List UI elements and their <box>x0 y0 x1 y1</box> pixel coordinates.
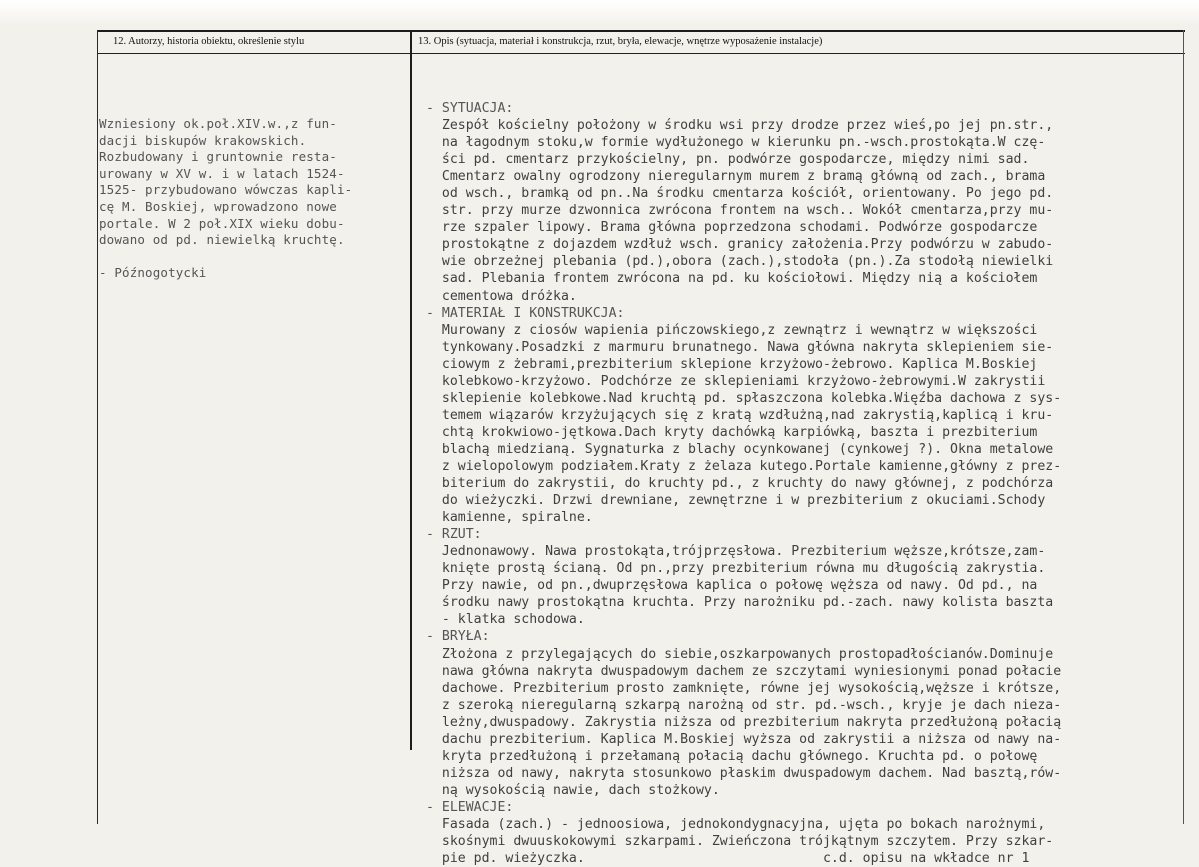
description-line: kolebkowo-krzyżowo. Podchórze ze sklepieniami krzyżowo-żebrowymi.W zakrystii <box>426 373 1046 389</box>
description-line: od wsch., bramką od pn..Na środku cmentarza kościół, orientowany. Po jego pd. <box>426 186 1054 202</box>
history-line: portale. W 2 poł.XIX wieku dobu- <box>99 215 345 231</box>
description-line: dachu prezbiterium. Kaplica M.Boskiej wyższa od zakrystii a niższa od nawy na- <box>426 731 1062 747</box>
description-line: Murowany z ciosów wapienia pińczowskiego,z zewnątrz i wewnątrz w większości <box>426 322 1038 338</box>
header-bottom-rule <box>97 53 1185 54</box>
description-line: prostokątne z dojazdem wzdłuż wsch. granicy założenia.Przy podwórzu w zabudo- <box>426 237 1054 253</box>
description-line: kamienne, spiralne. <box>426 510 593 526</box>
description-line: na łagodnym stoku,w formie wydłużonego w kierunku pn.-wsch.prostokąta.W czę- <box>426 135 1046 151</box>
description-line: środku nawy prostokątna kruchta. Przy narożniku pd.-zach. nawy kolista baszta <box>426 595 1054 611</box>
frame-top-rule <box>97 30 1185 32</box>
description-line: z szeroką nieregularną szkarpą narożną od str. pd.-wsch., kryje je dach nieza- <box>426 697 1062 713</box>
history-line: dacji biskupów krakowskich. <box>99 132 307 148</box>
history-column <box>99 116 409 282</box>
description-line: sklepienie kolebkowe.Nad kruchtą pd. spłaszczona kolebka.Więźba dachowa z sys- <box>426 390 1062 406</box>
description-line: Jednonawowy. Nawa prostokąta,trójprzęsłowa. Prezbiterium węższe,krótsze,zam- <box>426 544 1046 560</box>
description-line: Cmentarz owalny ogrodzony nieregularnym murem z bramą główną od zach., brama <box>426 169 1046 185</box>
section-heading: - ELEWACJE: <box>426 799 514 815</box>
history-line: Wzniesiony ok.poł.XIV.w.,z fun- <box>99 116 337 131</box>
description-line: dachowe. Prezbiterium prosto zamknięte, równe jej wysokością,węższe i krótsze, <box>426 680 1062 696</box>
description-line: biterium do zakrystii, do kruchty pd., z kruchty do nawy głównej, z podchórza <box>426 476 1054 492</box>
history-gap <box>99 249 409 266</box>
description-line: Przy nawie, od pn.,dwuprzęsłowa kaplica o połowę węższa od nawy. Od pd., na <box>426 578 1038 594</box>
description-line: cementowa dróżka. <box>426 288 577 304</box>
frame-left-rule <box>97 30 98 824</box>
description-column <box>426 100 1184 867</box>
description-line: str. przy murze dzwonnica zwrócona frontem na wsch.. Wokół cmentarza,przy mu- <box>426 203 1054 219</box>
description-line: ści pd. cmentarz przykościelny, pn. podwórze gospodarcze, między nimi sad. <box>426 152 1030 168</box>
description-line: do wieżyczki. Drzwi drewniane, zewnętrzne i w prezbiterium z okuciami.Schody <box>426 493 1046 509</box>
description-line: wie obrzeżnej plebania (pd.),obora (zach.),stodoła (pn.).Za stodołą niewielki <box>426 254 1054 270</box>
description-line: rze szpaler lipowy. Brama główna poprzedzona schodami. Podwórze gospodarcze <box>426 220 1038 236</box>
description-line: niższa od nawy, nakryta stosunkowo płaskim dwuspadowym dachem. Nad basztą,rów- <box>426 765 1062 781</box>
history-line: 1525- przybudowano wówczas kapli- <box>99 182 353 198</box>
description-line: leżny,dwuspadowy. Zakrystia niższa od prezbiterium nakryta przedłużoną połacią <box>426 714 1062 730</box>
description-line: chtą krokwiowo-jętkowa.Dach kryty dachówką karpiówką, baszta i prezbiterium <box>426 424 1038 440</box>
description-line: blachą miedzianą. Sygnaturka z blachy ocynkowanej (cynkowej ?). Okna metalowe <box>426 441 1054 457</box>
description-line: skośnymi dwuuskokowymi szkarpami. Zwieńczona trójkątnym szczytem. Przy szkar- <box>426 834 1054 850</box>
description-line: temem wiązarów krzyżujących się z kratą wzdłużną,nad zakrystią,kaplicą i kru- <box>426 407 1054 423</box>
column-12-header: 12. Autorzy, historia obiektu, określenie stylu <box>113 36 305 47</box>
column-divider <box>410 30 412 750</box>
section-heading: - BRYŁA: <box>426 629 490 645</box>
description-line: ną wysokością nawie, dach stożkowy. <box>426 782 720 798</box>
description-line: ciowym z żebrami,prezbiterium sklepione krzyżowo-żebrowo. Kaplica M.Boskiej <box>426 356 1038 372</box>
section-heading: - SYTUACJA: <box>426 101 514 116</box>
style-classification: - Późnogotycki <box>99 265 207 281</box>
history-line: urowany w XV w. i w latach 1524- <box>99 165 345 181</box>
section-heading: - RZUT: <box>426 527 482 543</box>
section-heading: - MATERIAŁ I KONSTRUKCJA: <box>426 305 625 321</box>
description-line: z wielopolowym podziałem.Kraty z żelaza kutego.Portale kamienne,główny z prez- <box>426 458 1062 474</box>
sheet-top-edge <box>0 0 1199 24</box>
description-line: kryta przedłużoną i przełamaną połacią dachu głównego. Kruchta pd. o połowę <box>426 748 1038 764</box>
column-13-header: 13. Opis (sytuacja, materiał i konstrukcja, rzut, bryła, elewacje, wnętrze wyposażenie instalacje) <box>418 36 823 47</box>
history-line: cę M. Boskiej, wprowadzono nowe <box>99 198 337 214</box>
history-line: dowano od pd. niewielką kruchtę. <box>99 232 345 248</box>
description-line: knięte prostą ścianą. Od pn.,przy prezbiterium równa mu długością zakrystia. <box>426 561 1046 577</box>
description-line: Fasada (zach.) - jednoosiowa, jednokondygnacyjna, ujęta po bokach narożnymi, <box>426 816 1046 832</box>
description-line: Złożona z przylegających do siebie,oszkarpowanych prostopadłościanów.Dominuje <box>426 646 1054 662</box>
description-line: tynkowany.Posadzki z marmuru brunatnego. Nawa główna nakryta sklepieniem sie- <box>426 339 1054 355</box>
description-line: Zespół kościelny położony w środku wsi przy drodze przez wieś,po jej pn.str., <box>426 118 1054 134</box>
description-line: sad. Plebania frontem zwrócona na pd. ku kościołowi. Między nią a kościołem <box>426 271 1038 287</box>
description-line: nawa główna nakryta dwuspadowym dachem ze szczytami wyniesionymi ponad połacie <box>426 663 1062 679</box>
history-line: Rozbudowany i gruntownie resta- <box>99 149 337 165</box>
description-line: - klatka schodowa. <box>426 612 585 628</box>
description-line: pie pd. wieżyczka. c.d. opisu na wkładce nr 1 <box>426 851 1030 867</box>
